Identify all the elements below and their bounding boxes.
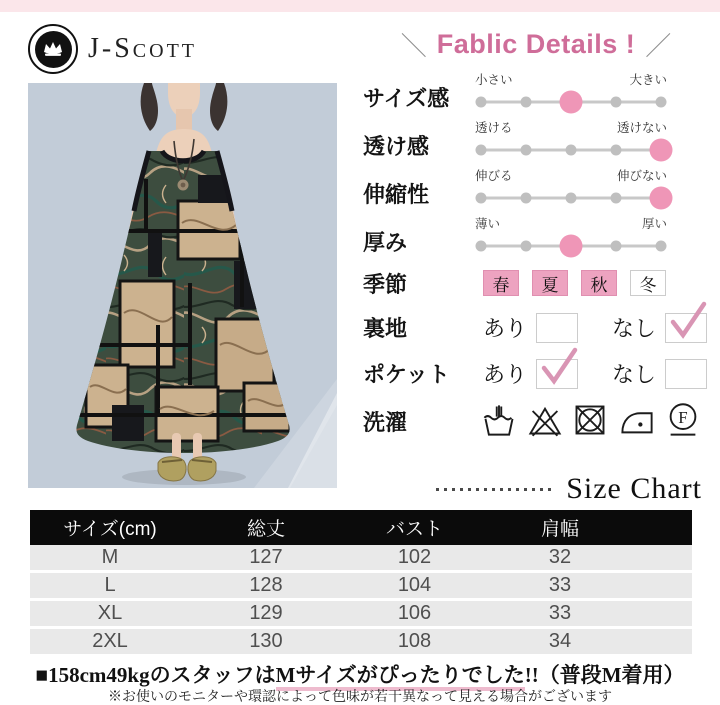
- table-cell: 106: [397, 602, 432, 624]
- option-label: なし: [612, 316, 657, 341]
- check-icon: [667, 299, 709, 341]
- season-boxes: [483, 268, 666, 296]
- note-highlight: Mサイズがぴったりでした: [276, 663, 525, 691]
- slider-dot-active: [650, 139, 673, 162]
- slider-dot: [566, 193, 577, 204]
- slider-dot: [476, 241, 487, 252]
- detail-row-stretch: [363, 166, 708, 211]
- slider-track: [475, 185, 667, 211]
- slider-dot: [656, 97, 667, 108]
- checkbox: [665, 313, 707, 343]
- slider-left-label: 透ける: [475, 121, 513, 135]
- table-cell: 102: [397, 546, 432, 568]
- fabric-details-header: [366, 26, 706, 63]
- slider-track: [475, 137, 667, 163]
- table-cell: 130: [249, 630, 283, 652]
- detail-row-pocket: [363, 358, 708, 389]
- detail-row-size-feel: [363, 70, 708, 115]
- table-cell: L: [104, 574, 116, 596]
- table-row: [30, 573, 692, 601]
- row-label: ポケット: [363, 362, 450, 387]
- brand-name: J-Scott: [88, 33, 198, 64]
- table-cell: 104: [397, 574, 432, 596]
- season-autumn: 秋: [581, 270, 617, 296]
- slider-left-label: 小さい: [475, 73, 513, 87]
- column-header: バスト: [385, 519, 443, 540]
- monitor-color-note: ※お使いのモニターや環認によって色味が若干異なって見える場合がございます: [108, 690, 612, 705]
- slider-dot: [611, 193, 622, 204]
- season-spring: 春: [483, 270, 519, 296]
- slider-dot-active: [650, 187, 673, 210]
- row-label: サイズ感: [363, 86, 450, 111]
- column-header: 総丈: [246, 519, 285, 540]
- slider-dot: [476, 145, 487, 156]
- backslash-decor: ＼: [400, 31, 427, 61]
- slider-right-label: 伸びない: [616, 169, 667, 183]
- hand-wash-icon: [480, 402, 518, 438]
- do-not-tumble-dry-icon: [572, 402, 608, 438]
- slider-right-label: 厚い: [641, 217, 667, 231]
- row-label: 厚み: [363, 230, 408, 255]
- slider-dot: [611, 145, 622, 156]
- product-photo: [28, 83, 337, 488]
- slash-decor: ／: [645, 31, 672, 61]
- detail-row-sheerness: [363, 118, 708, 163]
- detail-row-washing: [363, 402, 708, 438]
- top-pink-strip: [0, 0, 720, 12]
- slider-dot: [476, 193, 487, 204]
- season-winter: 冬: [630, 270, 666, 296]
- size-feel-slider: [475, 70, 667, 115]
- slider-dot: [566, 145, 577, 156]
- slider-track: [475, 233, 667, 259]
- do-not-bleach-icon: [527, 402, 563, 438]
- checkbox: [665, 359, 707, 389]
- option-label: あり: [483, 316, 528, 341]
- slider-dot: [521, 193, 532, 204]
- detail-row-season: [363, 268, 708, 299]
- brand-logo: [28, 24, 197, 74]
- slider-dot: [476, 97, 487, 108]
- slider-dot: [521, 241, 532, 252]
- size-table-header: [30, 510, 692, 545]
- care-icons: [480, 402, 700, 438]
- svg-text:F: F: [678, 407, 688, 427]
- slider-dot: [521, 145, 532, 156]
- table-cell: 129: [249, 602, 283, 624]
- pocket-options: [483, 358, 707, 389]
- stretch-slider: [475, 166, 667, 211]
- slider-dot-active: [560, 235, 583, 258]
- row-label: 伸縮性: [363, 182, 430, 207]
- lining-options: [483, 312, 707, 343]
- table-cell: M: [101, 546, 119, 568]
- staff-fit-note: [0, 659, 720, 689]
- size-chart-header: [436, 472, 702, 506]
- logo-ring: [28, 24, 78, 74]
- iron-one-dot-icon: [617, 402, 657, 438]
- checkbox: [536, 359, 578, 389]
- table-row: [30, 601, 692, 629]
- slider-dot-active: [560, 91, 583, 114]
- slider-track: [475, 89, 667, 115]
- note-prefix: ■158cm49kgのスタッフは: [35, 663, 276, 687]
- table-cell: 127: [249, 546, 283, 568]
- column-header: サイズ(cm): [63, 519, 157, 540]
- table-cell: 33: [548, 574, 572, 596]
- slider-dot: [611, 97, 622, 108]
- slider-dot: [656, 241, 667, 252]
- slider-dot: [611, 241, 622, 252]
- option-label: なし: [612, 362, 657, 387]
- season-summer: 夏: [532, 270, 568, 296]
- table-cell: XL: [97, 602, 123, 624]
- slider-left-label: 薄い: [475, 217, 501, 231]
- row-label: 洗濯: [363, 410, 408, 435]
- table-cell: 2XL: [92, 630, 128, 652]
- detail-row-thickness: [363, 214, 708, 259]
- crown-icon: [35, 31, 72, 68]
- size-table-body: [30, 545, 692, 657]
- detail-row-lining: [363, 312, 708, 343]
- slider-right-label: 大きい: [629, 73, 667, 87]
- table-cell: 33: [548, 602, 572, 624]
- table-cell: 32: [548, 546, 572, 568]
- check-icon: [538, 345, 580, 387]
- row-label: 透け感: [363, 134, 430, 159]
- column-header: 肩幅: [540, 519, 579, 540]
- slider-left-label: 伸びる: [475, 169, 513, 183]
- size-table: [30, 510, 692, 657]
- size-chart-title: Size Chart: [566, 472, 702, 505]
- table-cell: 108: [397, 630, 432, 652]
- slider-dot: [521, 97, 532, 108]
- note-suffix: !!（普段M着用）: [524, 663, 685, 687]
- checkbox: [536, 313, 578, 343]
- table-cell: 34: [548, 630, 572, 652]
- row-label: 季節: [363, 272, 408, 297]
- table-row: [30, 629, 692, 657]
- option-label: あり: [483, 362, 528, 387]
- sheerness-slider: [475, 118, 667, 163]
- table-cell: 128: [249, 574, 283, 596]
- dotted-line: [436, 488, 556, 491]
- table-row: [30, 545, 692, 573]
- row-label: 裏地: [363, 316, 408, 341]
- dry-clean-f-icon: [666, 402, 700, 438]
- fabric-details-title: Fablic Details !: [436, 29, 636, 59]
- slider-right-label: 透けない: [616, 121, 667, 135]
- thickness-slider: [475, 214, 667, 259]
